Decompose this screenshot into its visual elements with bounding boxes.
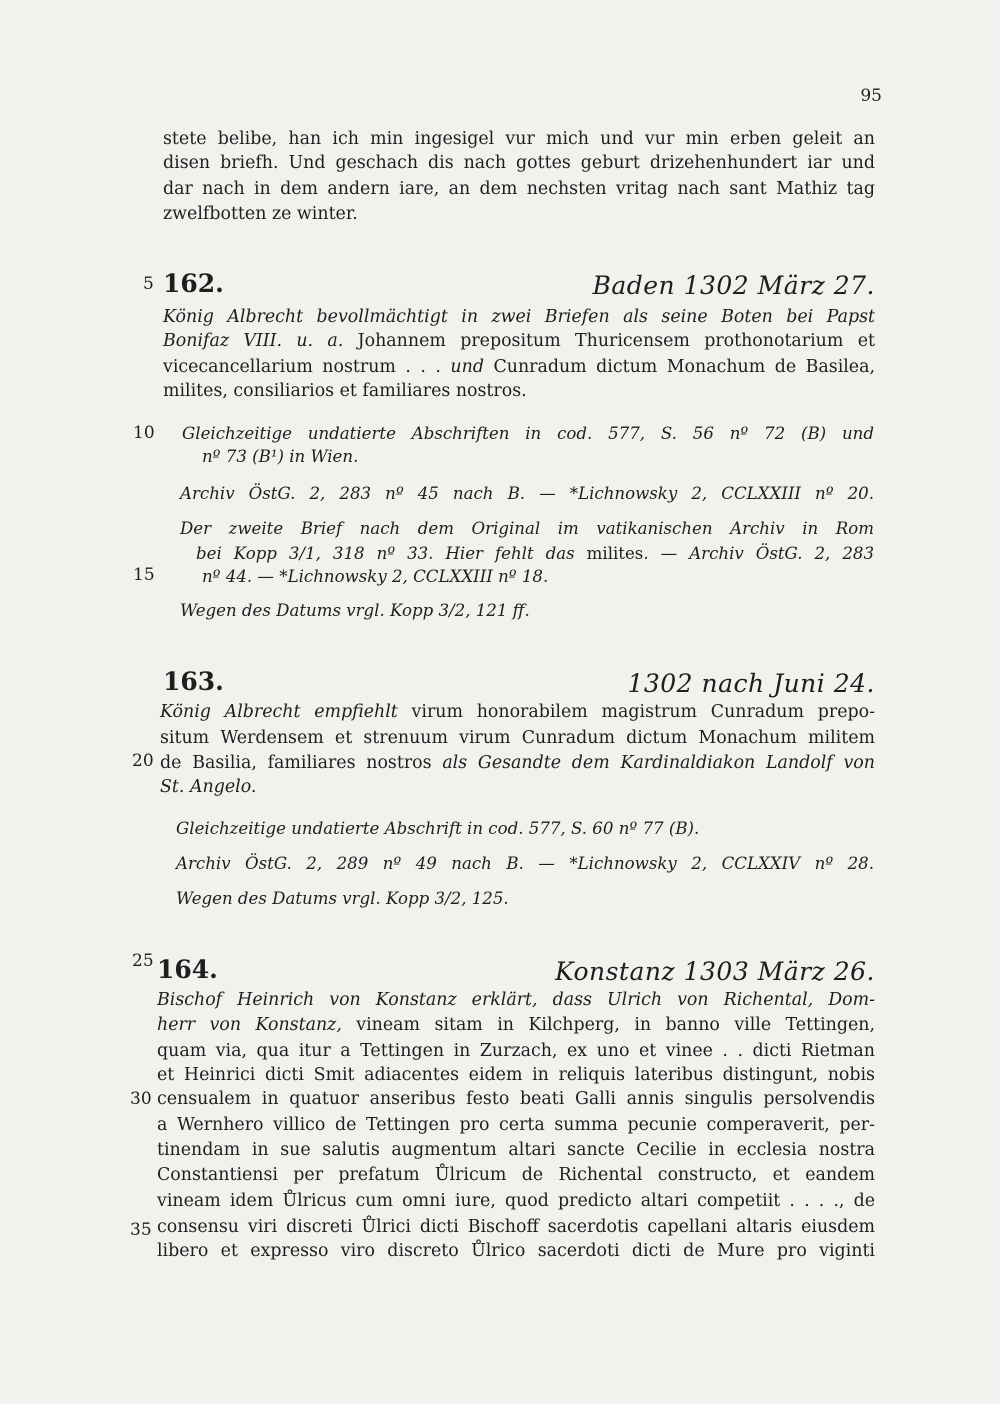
entry-number: 162.	[163, 269, 224, 298]
regest-line: Bonifaz VIII. u. a. Johannem prepositum Thuricensem prothonotarium et	[163, 331, 875, 351]
regest-line: quam via, qua itur a Tettingen in Zurzach, ex uno et vinee . . dicti Rietman	[157, 1041, 875, 1061]
note-line: Gleichzeitige undatierte Abschrift in cod. 577, S. 60 nº 77 (B).	[176, 819, 700, 838]
regest-line: de Basilia, familiares nostros als Gesandte dem Kardinaldiakon Landolf von	[160, 753, 875, 773]
intro-line: disen briefh. Und geschach dis nach gottes geburt drizehenhundert iar und	[163, 153, 875, 173]
entry-heading	[157, 950, 875, 986]
entry-heading	[163, 662, 875, 698]
entry-date: Konstanz 1303 März 26.	[554, 957, 875, 986]
regest-line: consensu viri discreti Ůlrici dicti Bischoff sacerdotis capellani altaris eiusdem	[157, 1217, 875, 1237]
regest-line: milites, consiliarios et familiares nostros.	[163, 381, 527, 401]
regest-line: tinendam in sue salutis augmentum altari sancte Cecilie in ecclesia nostra	[157, 1140, 875, 1160]
note-line: Archiv ÖstG. 2, 283 nº 45 nach B. — *Lichnowsky 2, CCLXXIII nº 20.	[180, 484, 874, 503]
regest-line: situm Werdensem et strenuum virum Cunradum dictum Monachum militem	[160, 728, 875, 748]
regest-line: vicecancellarium nostrum . . . und Cunradum dictum Monachum de Basilea,	[163, 357, 875, 377]
regest-line: vineam idem Ůlricus cum omni iure, quod predicto altari competiit . . . ., de	[157, 1191, 875, 1211]
line-number: 10	[133, 423, 155, 443]
line-number: 20	[132, 751, 154, 771]
line-number: 5	[143, 274, 154, 294]
line-number: 35	[130, 1220, 152, 1240]
line-number: 30	[130, 1089, 152, 1109]
entry-date: Baden 1302 März 27.	[592, 271, 875, 300]
entry-number: 164.	[157, 955, 218, 984]
page-number: 95	[860, 86, 882, 106]
note-line: nº 44. — *Lichnowsky 2, CCLXXIII nº 18.	[202, 567, 549, 586]
regest-line: König Albrecht bevollmächtigt in zwei Briefen als seine Boten bei Papst	[163, 307, 875, 327]
regest-line: a Wernhero villico de Tettingen pro certa summa pecunie comperaverit, per-	[157, 1115, 875, 1135]
intro-line: dar nach in dem andern iare, an dem nechsten vritag nach sant Mathiz tag	[163, 179, 875, 199]
intro-line: zwelfbotten ze winter.	[163, 204, 358, 224]
regest-line: herr von Konstanz, vineam sitam in Kilchperg, in banno ville Tettingen,	[157, 1015, 875, 1035]
note-line: Wegen des Datums vrgl. Kopp 3/2, 125.	[176, 889, 509, 908]
note-line: Wegen des Datums vrgl. Kopp 3/2, 121 ff.	[180, 601, 530, 620]
regest-line: censualem in quatuor anseribus festo beati Galli annis singulis persolvendis	[157, 1089, 875, 1109]
note-line: Gleichzeitige undatierte Abschriften in cod. 577, S. 56 nº 72 (B) und	[182, 424, 874, 443]
regest-line: Constantiensi per prefatum Ůlricum de Richental constructo, et eandem	[157, 1165, 875, 1185]
entry-heading	[163, 264, 875, 300]
entry-date: 1302 nach Juni 24.	[627, 669, 875, 698]
regest-line: St. Angelo.	[160, 777, 257, 797]
note-line: Der zweite Brief nach dem Original im vatikanischen Archiv in Rom	[180, 519, 874, 538]
note-line: nº 73 (B¹) in Wien.	[202, 447, 359, 466]
intro-line: stete belibe, han ich min ingesigel vur mich und vur min erben geleit an	[163, 129, 875, 149]
line-number: 25	[132, 951, 154, 971]
regest-line: libero et expresso viro discreto Ůlrico sacerdoti dicti de Mure pro viginti	[157, 1241, 875, 1261]
entry-number: 163.	[163, 667, 224, 696]
note-line: bei Kopp 3/1, 318 nº 33. Hier fehlt das milites. — Archiv ÖstG. 2, 283	[196, 544, 875, 563]
note-line: Archiv ÖstG. 2, 289 nº 49 nach B. — *Lichnowsky 2, CCLXXIV nº 28.	[176, 854, 874, 873]
regest-line: et Heinrici dicti Smit adiacentes eidem in reliquis lateribus distingunt, nobis	[157, 1065, 875, 1085]
regest-line: König Albrecht empfiehlt virum honorabilem magistrum Cunradum prepo-	[160, 702, 875, 722]
regest-line: Bischof Heinrich von Konstanz erklärt, dass Ulrich von Richental, Dom-	[157, 990, 875, 1010]
line-number: 15	[133, 565, 155, 585]
